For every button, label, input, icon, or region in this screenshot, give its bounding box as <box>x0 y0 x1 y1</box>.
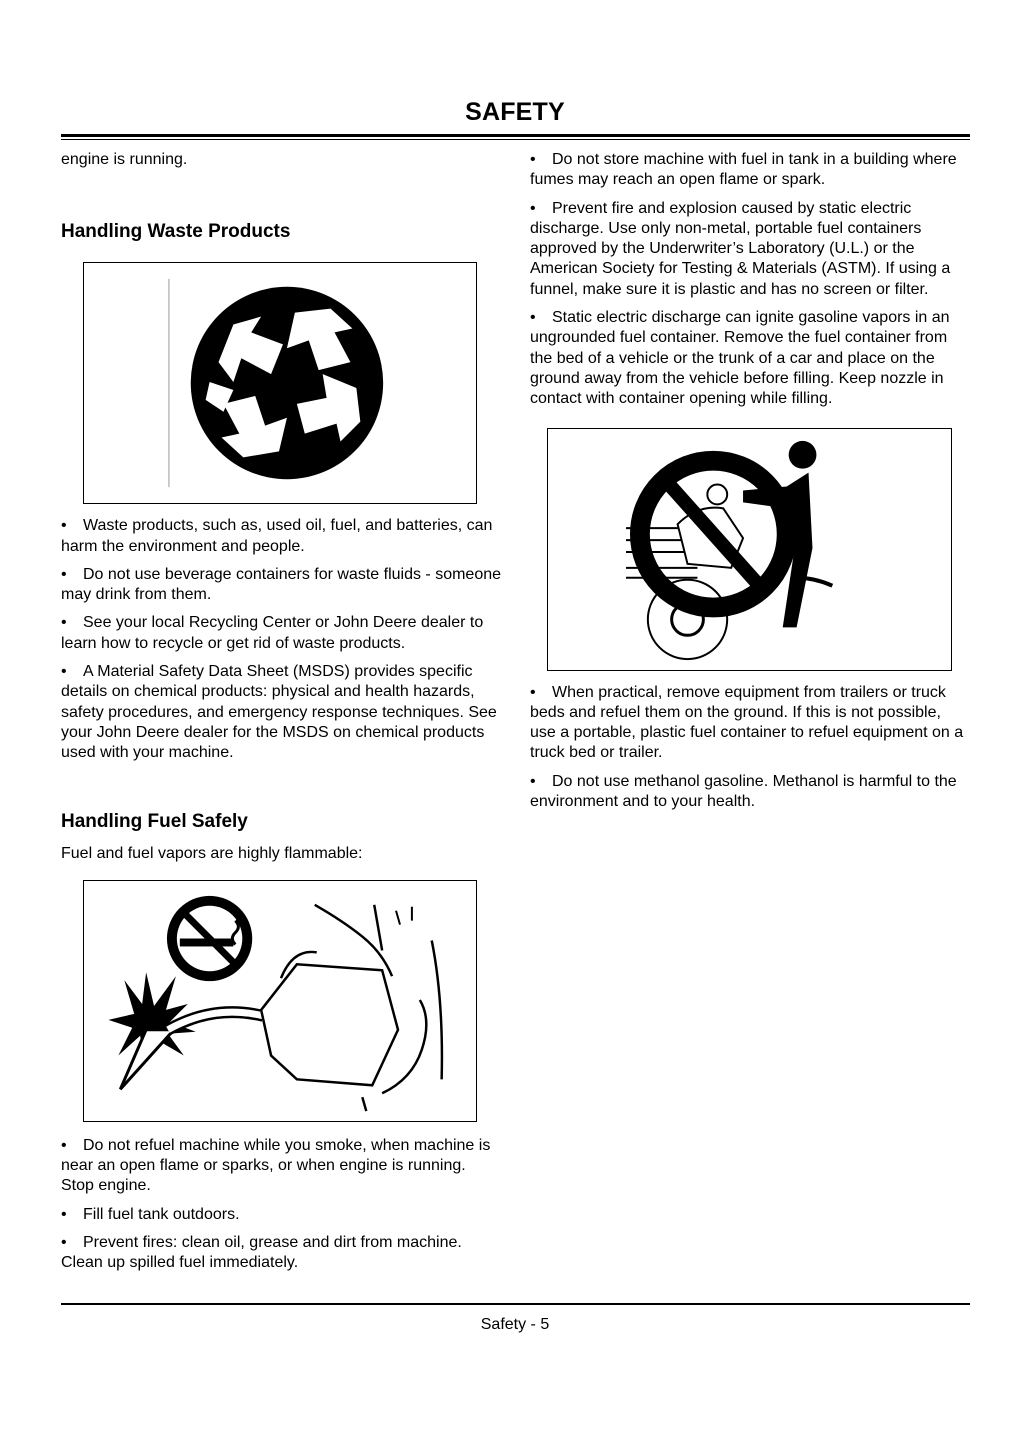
list-item: • Static electric discharge can ignite gasoline vapors in an ungrounded fuel container. Remove the fuel container from the bed of a vehicle or the trunk of a car and place on the ground away from the vehicle before filling. Keep nozzle in contact with container opening while filling. <box>530 309 950 408</box>
no-smoking-refuel-figure <box>83 880 477 1122</box>
page-number: Safety - 5 <box>480 1316 550 1333</box>
fuel-bullets <box>61 1136 501 1274</box>
list-item: • A Material Safety Data Sheet (MSDS) provides specific details on chemical products: physical and health hazards, safety procedures, and emergency response techniques. See your John Deere dealer for the MSDS on chemical products used with your machine. <box>61 663 497 762</box>
list-item: • Do not use methanol gasoline. Methanol is harmful to the environment and to your health. <box>530 772 957 811</box>
prohibited-icon <box>548 429 951 670</box>
waste-bullets <box>61 516 501 763</box>
list-item: • Fill fuel tank outdoors. <box>61 1205 240 1223</box>
footer-rule <box>61 1303 970 1305</box>
list-item: • See your local Recycling Center or John Deere dealer to learn how to recycle or get rid of waste products. <box>61 614 484 652</box>
list-item: • Do not refuel machine while you smoke, when machine is near an open flame or sparks, or when engine is running. Stop engine. <box>61 1136 491 1195</box>
storage-bullets <box>530 150 970 410</box>
recycle-icon <box>84 263 476 503</box>
refuel-bullets <box>530 683 970 813</box>
list-item: • Do not store machine with fuel in tank in a building where fumes may reach an open flame or spark. <box>530 151 957 189</box>
header-rule-thin <box>61 139 970 140</box>
fuel-heading: Handling Fuel Safely <box>61 810 248 832</box>
recycle-figure <box>83 262 477 504</box>
no-truck-refuel-figure <box>547 428 952 671</box>
waste-heading: Handling Waste Products <box>61 221 291 243</box>
list-item: • Do not use beverage containers for waste fluids - someone may drink from them. <box>61 565 502 604</box>
no-smoking-icon <box>84 881 476 1121</box>
right-column <box>530 150 970 820</box>
list-item: • Waste products, such as, used oil, fuel, and batteries, can harm the environment and people. <box>61 517 493 555</box>
list-item: • Prevent fires: clean oil, grease and dirt from machine. Clean up spilled fuel immediately. <box>61 1234 462 1272</box>
continued-text: engine is running. <box>61 151 188 168</box>
page-title: SAFETY <box>465 98 565 126</box>
header-rule-thick <box>61 134 970 137</box>
list-item: • Prevent fire and explosion caused by static electric discharge. Use only non-metal, portable fuel containers approved by the Underwriter’s Laboratory (U.L.) or the American Society for Testing & Materials (ASTM). If using a funnel, make sure it is plastic and has no screen or filter. <box>530 199 951 298</box>
list-item: • When practical, remove equipment from trailers or truck beds and refuel them on the ground. If this is not possible, use a portable, plastic fuel container to refuel equipment on a truck bed or trailer. <box>530 683 964 762</box>
left-column <box>61 150 501 1282</box>
fuel-intro: Fuel and fuel vapors are highly flammable: <box>61 844 363 862</box>
